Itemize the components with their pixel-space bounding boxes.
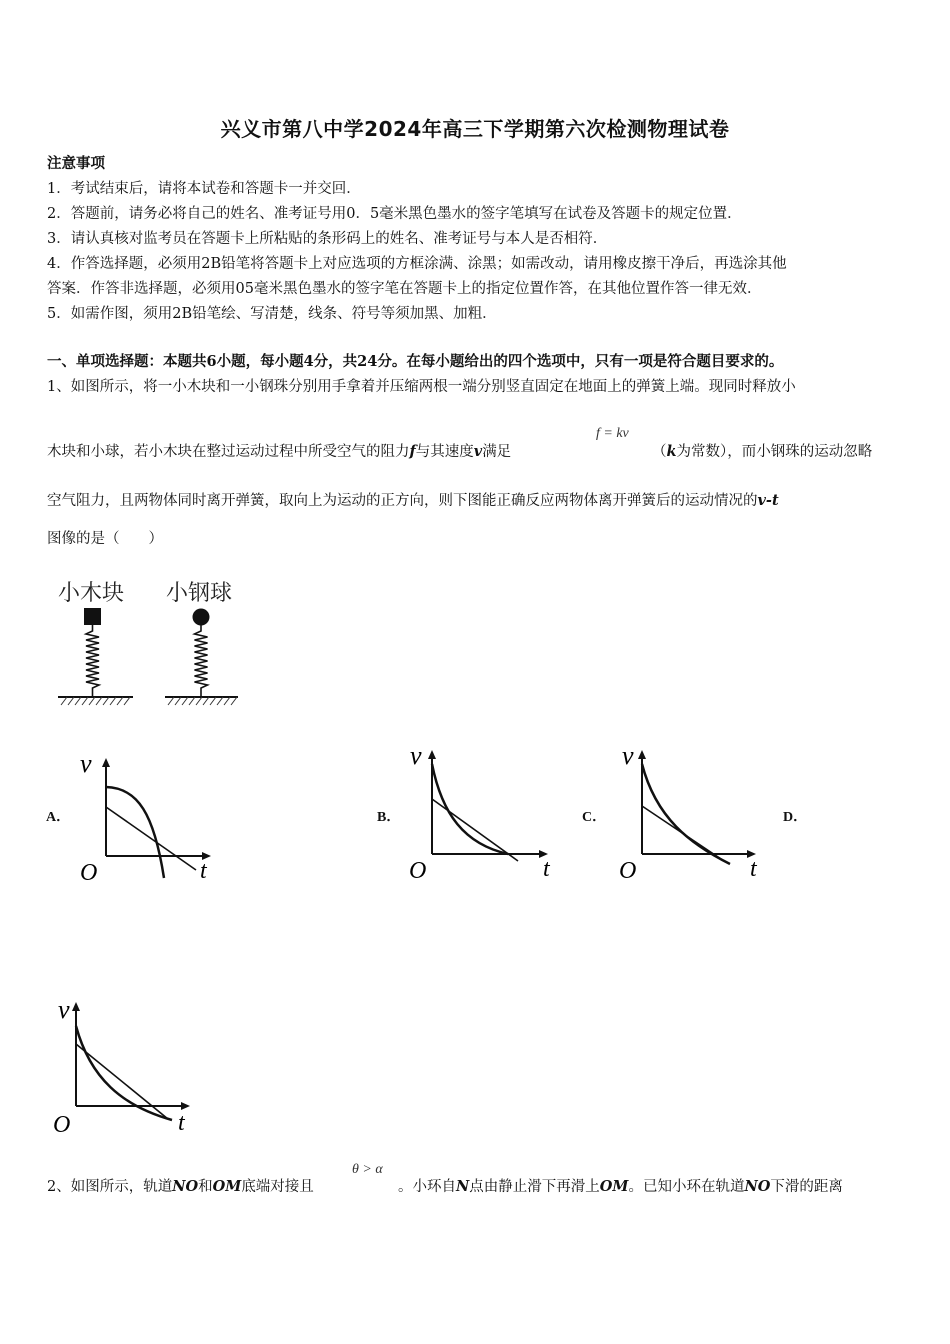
graph-c[interactable]: [616, 744, 764, 884]
v-axis-arrow: [428, 750, 436, 759]
q1-text: 满足: [482, 444, 512, 460]
option-b-label[interactable]: B．: [377, 810, 401, 825]
notice-item: 5．如需作图，须用2B铅笔绘、写清楚，线条、符号等须加黑、加粗．: [47, 306, 497, 322]
v-axis-arrow: [102, 758, 110, 767]
t-label: t: [543, 856, 550, 882]
curve-block: [432, 764, 508, 854]
var-v: v: [473, 443, 483, 460]
v-label: v: [80, 752, 92, 778]
q2-line1b: [398, 1175, 843, 1196]
v-label: v: [622, 744, 634, 770]
q2-text: 。已知小环在轨道: [628, 1179, 745, 1195]
v-axis-arrow: [72, 1002, 80, 1011]
q2-text: 。小环自: [398, 1179, 456, 1195]
q1-line1: 1、如图所示，将一小木块和一小钢珠分别用手拿着并压缩两根一端分别竖直固定在地面上的弹簧上端。现同时释放小: [47, 379, 796, 395]
q1-line2-tail: [652, 440, 872, 461]
option-a-label[interactable]: A．: [46, 810, 71, 825]
formula-theta-alpha: θ > α: [352, 1162, 383, 1177]
var-vt: v-t: [757, 492, 779, 509]
var-k: k: [666, 443, 677, 460]
notice-item: 4．作答选择题，必须用2B铅笔将答题卡上对应选项的方框涂满、涂黑；如需改动，请用橡皮擦干净后，再选涂其他: [47, 256, 787, 272]
q2-text: 点由静止滑下再滑上: [469, 1179, 600, 1195]
var-OM: OM: [212, 1178, 242, 1195]
notice-item: 2．答题前，请务必将自己的姓名、准考证号用0．5毫米黑色墨水的签字笔填写在试卷及答题卡的规定位置．: [47, 206, 742, 222]
option-d-label[interactable]: D．: [783, 810, 808, 825]
q1-text: （: [652, 444, 667, 460]
q1-line3: [47, 489, 779, 510]
line-ball: [432, 799, 518, 861]
ground-hatch: [61, 697, 237, 705]
var-NO: NO: [744, 1178, 771, 1195]
wood-block: [84, 608, 101, 625]
line-ball: [106, 807, 196, 870]
q1-line4: 图像的是（ ）: [47, 531, 163, 547]
var-NO: NO: [172, 1178, 199, 1195]
spring-left: [86, 625, 99, 696]
var-f: f: [409, 443, 416, 460]
line-ball: [642, 806, 724, 861]
origin-label: O: [409, 858, 427, 884]
origin-label: O: [80, 860, 98, 886]
notice-item: 3．请认真核对监考员在答题卡上所粘贴的条形码上的姓名、准考证号与本人是否相符．: [47, 231, 608, 247]
q1-line2: [47, 440, 511, 461]
v-label: v: [410, 744, 422, 770]
q2-line1a: [47, 1175, 314, 1196]
origin-label: O: [53, 1112, 71, 1136]
t-label: t: [200, 858, 207, 884]
section-heading: 一、单项选择题：本题共6小题，每小题4分，共24分。在每小题给出的四个选项中，只有一项是符合题目要求的。: [47, 353, 784, 370]
graph-d[interactable]: [50, 996, 200, 1136]
option-c-label[interactable]: C．: [582, 810, 607, 825]
q1-text: 与其速度: [415, 444, 474, 460]
q1-text: 木块和小球，若小木块在整过运动过程中所受空气的阻力: [47, 444, 410, 460]
v-axis-arrow: [638, 750, 646, 759]
q1-text: 为常数），而小钢珠的运动忽略: [676, 444, 873, 460]
t-label: t: [178, 1110, 185, 1136]
notice-heading: 注意事项: [47, 155, 105, 172]
origin-label: O: [619, 858, 637, 884]
q2-text: 和: [198, 1179, 213, 1195]
v-label: v: [58, 996, 70, 1024]
notice-item: 1．考试结束后，请将本试卷和答题卡一并交回．: [47, 181, 361, 197]
formula-f-kv: f = kv: [596, 426, 629, 441]
graph-b[interactable]: [408, 744, 558, 884]
t-label: t: [750, 856, 757, 882]
t-axis-arrow: [181, 1102, 190, 1110]
label-ball: 小钢球: [166, 580, 233, 605]
q1-text: 空气阻力，且两物体同时离开弹簧，取向上为运动的正方向，则下图能正确反应两物体离开弹簧后的运动情况的: [47, 493, 758, 509]
var-OM: OM: [599, 1178, 629, 1195]
q2-text: 下滑的距离: [770, 1179, 843, 1195]
steel-ball: [193, 609, 210, 626]
q2-text: 2、如图所示，轨道: [47, 1179, 173, 1195]
curve-block: [106, 787, 164, 878]
var-N: N: [456, 1178, 470, 1195]
page-title: 兴义市第八中学2024年高三下学期第六次检测物理试卷: [220, 117, 730, 141]
label-block: 小木块: [58, 580, 125, 605]
spring-right: [195, 625, 208, 696]
q2-text: 底端对接且: [241, 1179, 314, 1195]
line-ball: [76, 1044, 168, 1119]
graph-a[interactable]: [78, 752, 220, 887]
notice-item: 答案．作答非选择题，必须用05毫米黑色墨水的签字笔在答题卡上的指定位置作答，在其他位置作答一律无效．: [47, 281, 762, 297]
spring-figure: [55, 572, 250, 717]
